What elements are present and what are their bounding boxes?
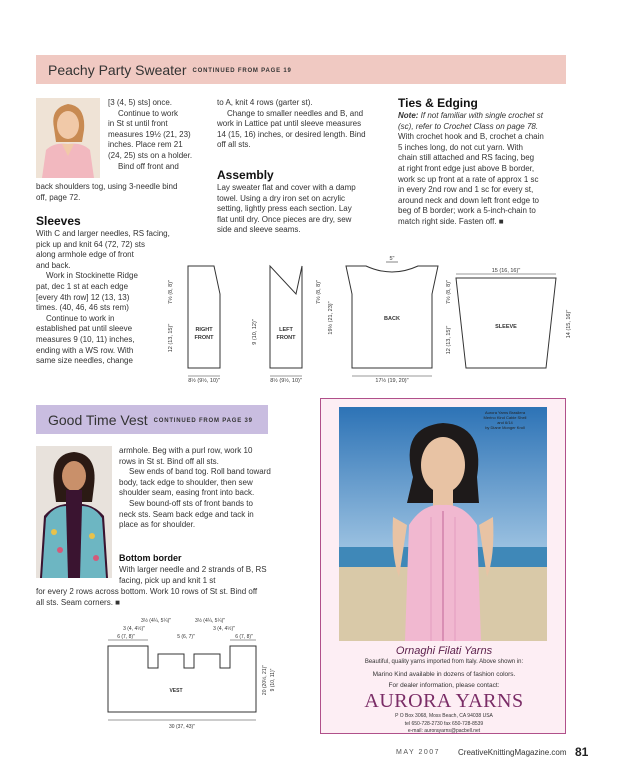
ad-caption	[461, 410, 549, 430]
sweater-col1-bottom	[36, 182, 216, 203]
note-label: Note:	[398, 111, 419, 120]
text-line: work in Lattice pat until sleeve measures	[217, 119, 362, 129]
rf-label: FRONT	[194, 335, 214, 341]
text-line: place as for shoulder.	[119, 520, 196, 530]
vest-outline	[108, 646, 256, 712]
text-line: 5 inches long, do not cut yarn. With	[398, 142, 523, 152]
assembly-heading: Assembly	[217, 168, 274, 182]
text-line: match right side. Fasten off. ■	[398, 216, 504, 226]
bottom-border-text-wide	[36, 587, 306, 608]
vest-banner	[36, 405, 268, 434]
back-neck-dim: 5"	[389, 256, 395, 262]
text-line: chain still attached and RS facing, beg	[398, 153, 535, 163]
text-line: measures 9 (10, 11) inches,	[36, 334, 135, 344]
back-bottom-dim: 17½ (19, 20)"	[375, 378, 409, 384]
caption-line: by Diane Monger Kroll	[485, 425, 525, 430]
sweater-schematics	[160, 252, 580, 388]
ad-line2: Marino Kind available in dozens of fashion colors.	[372, 671, 516, 678]
vest-continued: CONTINUED FROM PAGE 39	[153, 418, 253, 424]
back-label: BACK	[384, 316, 400, 322]
ad-brand: AURORA YARNS	[364, 690, 524, 712]
text-line: beg of B border; work a 5-inch-chain to	[398, 206, 536, 216]
page-number: 81	[575, 745, 589, 759]
back-left-dim: 19½ (21, 23)"	[328, 301, 334, 335]
ad-address: P O Box 3068, Moss Beach, CA 94038 USA	[395, 713, 493, 719]
footer-date: MAY 2007	[396, 749, 441, 756]
text-line: all sts. Seam corners. ■	[36, 597, 120, 607]
text-line: shoulder seam, easing front into back.	[119, 488, 255, 498]
text-line: times. (40, 46, 46 sts rem)	[36, 303, 129, 313]
text-line: rows in St st. Bind off all sts.	[119, 456, 219, 466]
text-line: facing, pick up and knit 1 st	[119, 575, 216, 585]
ties-heading: Ties & Edging	[398, 96, 478, 110]
ad-photo	[339, 407, 547, 641]
text-line: If not familiar with single crochet st	[418, 111, 543, 120]
bottom-border-heading: Bottom border	[119, 553, 182, 563]
vest-dim: 5 (6, 7)"	[177, 634, 195, 640]
vest-title: Good Time Vest	[48, 411, 148, 428]
text-line: for every 2 rows across bottom. Work 10 rows of St st. Bind off	[36, 587, 258, 596]
text-line: same size needles, change	[36, 356, 133, 366]
text-line: and back.	[36, 260, 71, 270]
text-line: pat, dec 1 st at each edge	[36, 281, 129, 291]
text-line: towel. Using a dry iron set on acrylic	[217, 193, 346, 203]
text-line: inches. Place rem 21	[108, 140, 183, 150]
vest-dim: 6 (7, 8)"	[235, 634, 253, 640]
text-line: off all sts.	[217, 140, 251, 150]
text-line: around neck and down left front edge to	[398, 195, 539, 205]
caption-line: Aurora Yarns Brasilera	[484, 410, 526, 415]
text-line: side and sleeve seams.	[217, 225, 301, 235]
caption-line: and 6/14	[497, 420, 513, 425]
text-line: Bind off front and	[118, 161, 179, 171]
text-line: Sew bound-off sts of front bands to	[129, 498, 253, 508]
text-line: along armhole edge of front	[36, 250, 134, 260]
text-line: Lay sweater flat and cover with a damp	[217, 183, 356, 192]
text-line: With C and larger needles, RS facing,	[36, 229, 170, 238]
vest-top-dim: 3½ (4¼, 5¼)"	[140, 618, 172, 624]
lf-label: LEFT	[279, 327, 293, 333]
vest-right-dim: 9 (10, 11)"	[270, 668, 276, 692]
text-line: Work in Stockinette Ridge	[46, 271, 138, 281]
vest-dim: 6 (7, 8)"	[117, 634, 135, 640]
ad-phone: tel 650-728-2730 fax 650-728-8539	[404, 721, 484, 727]
ad-line3: For dealer information, please contact:	[388, 682, 500, 689]
rf-side-dim: 12 (13, 15)"	[168, 323, 174, 353]
ad-line1: Beautiful, quality yarns imported from Italy. Above shown in:	[364, 659, 524, 665]
text-line: setting, lightly press each section. Lay	[217, 204, 352, 214]
vest-schematic	[96, 616, 286, 730]
lf-left-dim: 9 (10, 12)"	[252, 319, 258, 345]
vest-top-dim: 3½ (4¼, 5¼)"	[194, 618, 226, 624]
text-line: [3 (4, 5) sts] once.	[108, 98, 173, 107]
sl-right-dim: 14 (15, 16)"	[566, 309, 572, 339]
vest-dim: 3 (4, 4½)"	[213, 626, 235, 632]
sweater-title: Peachy Party Sweater	[48, 61, 187, 78]
lf-bottom-dim: 8½ (9½, 10)"	[270, 378, 302, 384]
sweater-banner	[36, 55, 566, 84]
vest-label: VEST	[169, 688, 183, 694]
sweater-model-photo	[36, 98, 100, 178]
text-line: off, page 72.	[36, 192, 81, 202]
aurora-ad[interactable]	[320, 398, 566, 734]
lf-label: FRONT	[276, 335, 296, 341]
vest-right-dim: 20 (20½, 21)"	[262, 664, 268, 696]
text-line: back shoulders tog, using 3-needle bind	[36, 182, 178, 191]
vest-bottom-dim: 30 (37, 43)"	[169, 724, 195, 730]
text-line: ending with a WS row. With	[36, 345, 134, 355]
text-line: Change to smaller needles and B, and	[227, 108, 364, 118]
ties-text	[398, 111, 570, 228]
ad-product: Ornaghi Filati Yarns	[395, 645, 493, 657]
lf-top-dim: 7½ (8, 8)"	[316, 280, 322, 304]
text-line: flat until dry. Once pieces are dry, sew	[217, 214, 352, 224]
sweater-col1-top	[108, 98, 212, 172]
vest-text	[119, 446, 301, 531]
text-line: established pat until sleeve	[36, 324, 133, 334]
sl-left-dim: 7½ (8, 8)"	[446, 280, 452, 304]
right-front-outline	[188, 266, 220, 368]
text-line: With larger needle and 2 strands of B, RS	[119, 565, 267, 574]
rf-top-dim: 7½ (8, 8)"	[168, 280, 174, 304]
sleeve-label: SLEEVE	[495, 324, 517, 330]
text-line: work sc up front at a rate of approx 1 sc	[398, 174, 539, 184]
text-line: in St st until front	[108, 119, 168, 129]
text-line: measures 19½ (21, 23)	[108, 129, 191, 139]
text-line: Sew ends of band tog. Roll band toward	[129, 467, 271, 477]
text-line: armhole. Beg with a purl row, work 10	[119, 446, 253, 455]
text-line: With crochet hook and B, crochet a chain	[398, 132, 544, 142]
text-line: 14 (15, 16) inches, or desired length. Bind	[217, 129, 366, 139]
ad-email[interactable]: e-mail: aurorayarns@pacbell.net	[407, 728, 481, 734]
rf-bottom-dim: 8½ (9½, 10)"	[188, 378, 220, 384]
footer-site[interactable]: CreativeKnittingMagazine.com	[458, 748, 567, 757]
sweater-continued: CONTINUED FROM PAGE 19	[192, 68, 292, 74]
text-line: (24, 25) sts on a holder.	[108, 150, 193, 160]
text-line: in every 2nd row and 1 sc for every st,	[398, 185, 534, 195]
text-line: neck sts. Seam back edge and tack in	[119, 509, 254, 519]
text-line: (sc), refer to Crochet Class on page 78.	[398, 121, 539, 131]
sl-left-dim: 12 (13, 15)"	[446, 325, 452, 355]
sleeve-outline	[456, 278, 556, 368]
assembly-text	[217, 183, 389, 236]
text-line: [every 4th row] 12 (13, 13)	[36, 292, 130, 302]
text-line: at right front edge just above B border,	[398, 163, 535, 173]
text-line: Continue to work in	[46, 313, 115, 323]
rf-label: RIGHT	[195, 327, 213, 333]
bottom-border-text	[119, 565, 301, 586]
sl-top-dim: 15 (16, 16)"	[491, 268, 521, 274]
text-line: to A, knit 4 rows (garter st).	[217, 98, 313, 107]
text-line: body, tack edge to shoulder, then sew	[119, 477, 253, 487]
caption-line: Merino Kind Cable Shell	[483, 415, 527, 420]
vest-model-photo	[36, 446, 112, 578]
vest-dim: 3 (4, 4½)"	[123, 626, 145, 632]
text-line: Continue to work	[118, 108, 179, 118]
sweater-col2-text	[217, 98, 389, 151]
sleeves-heading: Sleeves	[36, 214, 81, 228]
text-line: pick up and knit 64 (72, 72) sts	[36, 239, 145, 249]
left-front-outline	[270, 266, 302, 368]
